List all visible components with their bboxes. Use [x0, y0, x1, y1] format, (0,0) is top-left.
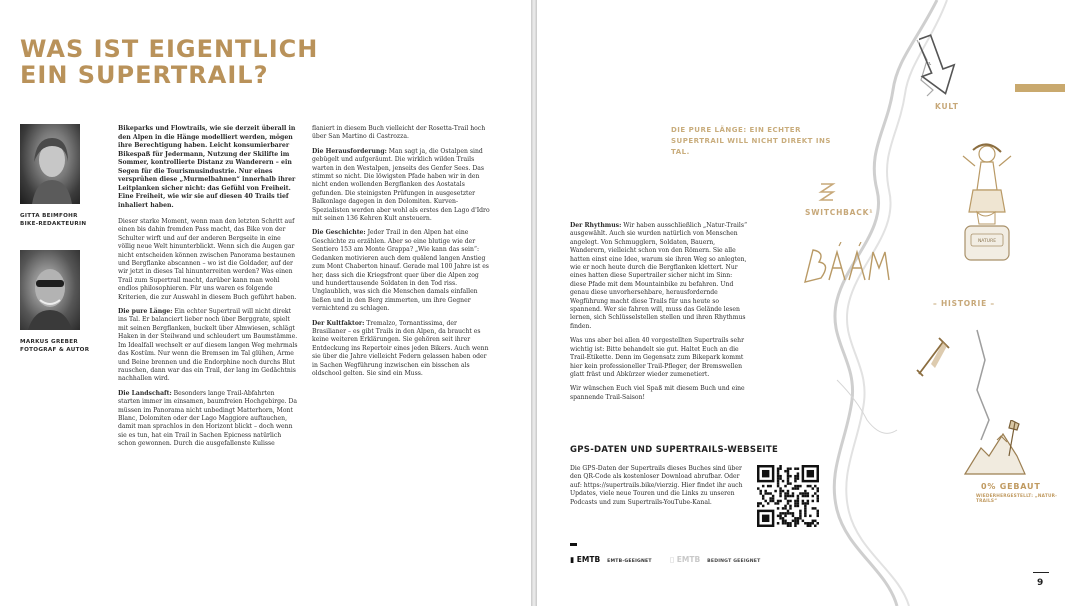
- gebaut-sublabel: WIEDERHERGESTELLT: „NATUR-TRAILS“: [976, 494, 1058, 504]
- historie-label: – HISTORIE –: [933, 299, 995, 308]
- paragraph: Die Herausforderung: Man sagt ja, die Ostalpen sind gebügelt und aufgeräumt. Die wirklich wilden Trails warten in den Westalpen, jenseits des Genfer Sees. Das stimmt so nicht. Die löwigsten Pfade haben wir in den nicht enden wollenden Bergflanken des Aostatals gefunden. Die steinigsten Prüfungen in ausgesetzter Balkonlage dagegen in den Dolomiten. Kurven-Spezialisten werden aber wohl als erstes den Lago d'Idro mit seinen 136 Kehren Kult ansteuern.: [312, 147, 490, 223]
- author-caption-1: [20, 212, 86, 228]
- hula-girl-figure-icon: [955, 140, 1017, 280]
- paragraph: Dieser starke Moment, wenn man den letzten Schritt auf einen bis dahin fremden Pass macht, das Bike von der Schulter wirft und auf der anderen Bergseite in eine völlig neue Welt hinunterblickt. Wenn sich die Augen gar nicht entscheiden können zwischen Panorama bestaunen und Bergflanke abscannen – wo ist die Goldader, auf der wir jetzt in dieses Tal hinunterreiten werden? Was einen Trail zum Supertrail macht, darüber kann man wohl endlos philosophieren. Für uns waren es folgende Kriterien, die zur Auswahl in diesem Buch geführt haben.: [118, 218, 297, 301]
- paragraph-label: Die Landschaft:: [118, 389, 172, 397]
- gold-accent-bar: [1015, 84, 1065, 92]
- author-caption-2: [20, 338, 89, 354]
- paragraph: Der Rhythmus: Wir haben ausschließlich „Natur-Trails“ ausgewählt. Auch sie wurden natürlich von Menschen angelegt. Von Schmugglern, Soldaten, Bauern, Wanderern, vielleicht schon von den Römern. Sie alle hatten einst eine Idee, warum sie ihren Weg so anlegten, wie er noch heute durch die Bergflanken klettert. Nur eines hatten diese Supertrailer sicher nicht im Sinn: diese Pfade mit dem Mountainbike zu befahren. Und genau diese unvorhersehbare, herausfordernde Wegführung macht diese Trails für uns heute so spannend. Wer sie fahren will, muss das Gelände lesen lernen, sich Schlüsselstellen stellen und ihren Rhythmus finden.: [570, 222, 748, 330]
- paragraph: Die Landschaft: Besonders lange Trail-Abfahrten starten immer im einsamen, baumfreien Hochgebirge. Da müssen im Panorama nicht unbedingt Matterhorn, Mont Blanc, Dolomiten oder der Lago Maggiore auftauchen, damit man sprachlos in den Horizont blickt – doch wenn sie es tun, hat ein Trail in Sachen Epicness natürlich schon gewonnen. Durch die ausgefallenste Kulisse: [118, 389, 298, 448]
- emtb-badge-limited: [670, 555, 760, 564]
- paragraph: Die Geschichte: Jeder Trail in den Alpen hat eine Geschichte zu erzählen. Aber so eine blutige wie der Sentiero 153 am Monte Grappa? „Wie kann das sein“: Gedanken motivieren auch dem quälend langen Anstieg zum Mont Chaberton hinauf. Gerade mal 100 Jahre ist es her, dass sich die Kriegsfront quer über die Alpen zog und hunderttausende Soldaten in den Tod riss. Unglaublich, was sich die Menschen damals einfallen ließen und in den Berg zimmerten, um ihre Gegner vernichtend zu schlagen.: [312, 229, 489, 313]
- author-name: MARKUS GREBER: [20, 339, 78, 345]
- text-column-2: [312, 125, 490, 384]
- author-photo-gitta: [20, 124, 80, 204]
- emtb-logo: ▯ EMTB: [670, 555, 701, 564]
- badge-label: BEDINGT GEEIGNET: [707, 559, 761, 564]
- gps-text: Die GPS-Daten der Supertrails dieses Buches sind über den QR-Code als kostenloser Download abrufbar. Oder auf: https://supertrails.bike/vierzig. Hier findet ihr auch Updates, viele neue Touren und die Links zu unseren Podcasts und zum Supertrails-YouTube-Kanal.: [570, 465, 743, 506]
- kult-label: KULT: [935, 102, 959, 111]
- paragraph-label: Der Rhythmus:: [570, 222, 622, 229]
- page-number: 9: [1037, 578, 1044, 588]
- right-text-column: [570, 222, 748, 408]
- paragraph: Wir wünschen Euch viel Spaß mit diesem Buch und eine spannende Trail-Saison!: [570, 385, 745, 401]
- text-column-1: [118, 125, 298, 455]
- gebaut-label: 0% GEBAUT: [981, 482, 1041, 491]
- paragraph: Der Kultfaktor: Tremalzo, Tornantissima, der Brasilianer – es gibt Trails in den Alpen, da braucht es keine weiteren Erklärungen. Sie gehören seit ihrer Entdeckung ins Repertoir eines jeden Bikers. Auch wenn sie über die Jahre vielleicht Federn gelassen haben oder in Sachen Wegführung inzwischen ein bisschen als oldschool gelten. Sie sind ein Muss.: [312, 319, 489, 377]
- svg-text:¹: ¹: [927, 60, 933, 70]
- right-page: [537, 0, 1068, 606]
- switchback-icon: [817, 180, 837, 204]
- paragraph: Die pure Länge: Ein echter Supertrail will nicht direkt ins Tal. Er balanciert lieber noch über Berggrate, spielt mit seinen Bergflanken, buckelt über Almwiesen, schlägt Haken in der Steilwand und schleudert um Baumstämme. Im Idealfall wechselt er auf diesem langen Weg mehrmals das Kostüm. Nur wenn die Bremsen im Tal glühen, Arme und Beine brennen und die Endorphine noch durchs Blut rauschen, dann war das ein Trail, der lang im Gedächtnis nachhallen wird.: [118, 308, 298, 383]
- sword-icon: [913, 330, 953, 380]
- author-name: GITTA BEIMFOHR: [20, 213, 78, 219]
- badge-label: EMTB-GEEIGNET: [607, 559, 652, 564]
- switchback-label: SWITCHBACK¹: [805, 208, 874, 217]
- page-headline: WAS IST EIGENTLICH EIN SUPERTRAIL?: [20, 35, 319, 89]
- paragraph-label: Die pure Länge:: [118, 308, 173, 316]
- paragraph: Was uns aber bei allen 40 vorgestellten Supertrails sehr wichtig ist: Bitte behandelt sie gut. Haltet Euch an die Trail-Etikette. Denn im Gegensatz zum Bikepark kommt hier kein professioneller Trail-Pfleger, der Bremswellen glatt fräst und Abkürzer wieder zumenetiert.: [570, 337, 744, 378]
- page-number-rule: [1033, 572, 1049, 573]
- paragraph: flaniert in diesem Buch vielleicht der Rosetta-Trail hoch über San Martino di Castrozza.: [312, 125, 486, 141]
- nature-sign-label: NATURE: [977, 239, 997, 244]
- left-page: [0, 0, 531, 606]
- badge-bar: [570, 543, 577, 546]
- lead-paragraph: Bikeparks und Flowtrails, wie sie derzeit überall in den Alpen in die Hänge modelliert werden, mögen ihre Berechtigung haben. Leicht konsumierbarer Bikespaß für Jedermann, Nutzung der Skilifte im Sommer, kontrollierte Distanz zu Wanderern – ein Segen für die Tourismusindustrie. Nur eines versprühen diese „Murmelbahnen“ innerhalb ihrer Leitplanken sicher nicht: das Gefühl von Freiheit. Eine Freiheit, wie wir sie auf diesen 40 Trails tief inhaliert haben.: [118, 125, 296, 209]
- mountain-shovel-icon: [963, 420, 1027, 476]
- baaam-lettering: [799, 242, 895, 288]
- author-role: FOTOGRAF & AUTOR: [20, 347, 90, 353]
- paragraph-label: Die Herausforderung:: [312, 147, 387, 155]
- pull-quote: DIE PURE LÄNGE: EIN ECHTER SUPERTRAIL WILL NICHT DIREKT INS TAL.: [671, 126, 831, 156]
- emtb-logo: ▮ EMTB: [570, 555, 601, 564]
- paragraph-label: Die Geschichte:: [312, 229, 366, 237]
- author-photo-markus: [20, 250, 80, 330]
- author-role: BIKE-REDAKTEURIN: [20, 221, 87, 227]
- qr-code[interactable]: [757, 465, 819, 527]
- emtb-badge-suitable: [570, 555, 652, 564]
- paragraph-label: Der Kultfaktor:: [312, 319, 365, 327]
- gps-section-title: GPS-DATEN UND SUPERTRAILS-WEBSEITE: [570, 445, 779, 455]
- kult-arrow-icon: [919, 30, 965, 98]
